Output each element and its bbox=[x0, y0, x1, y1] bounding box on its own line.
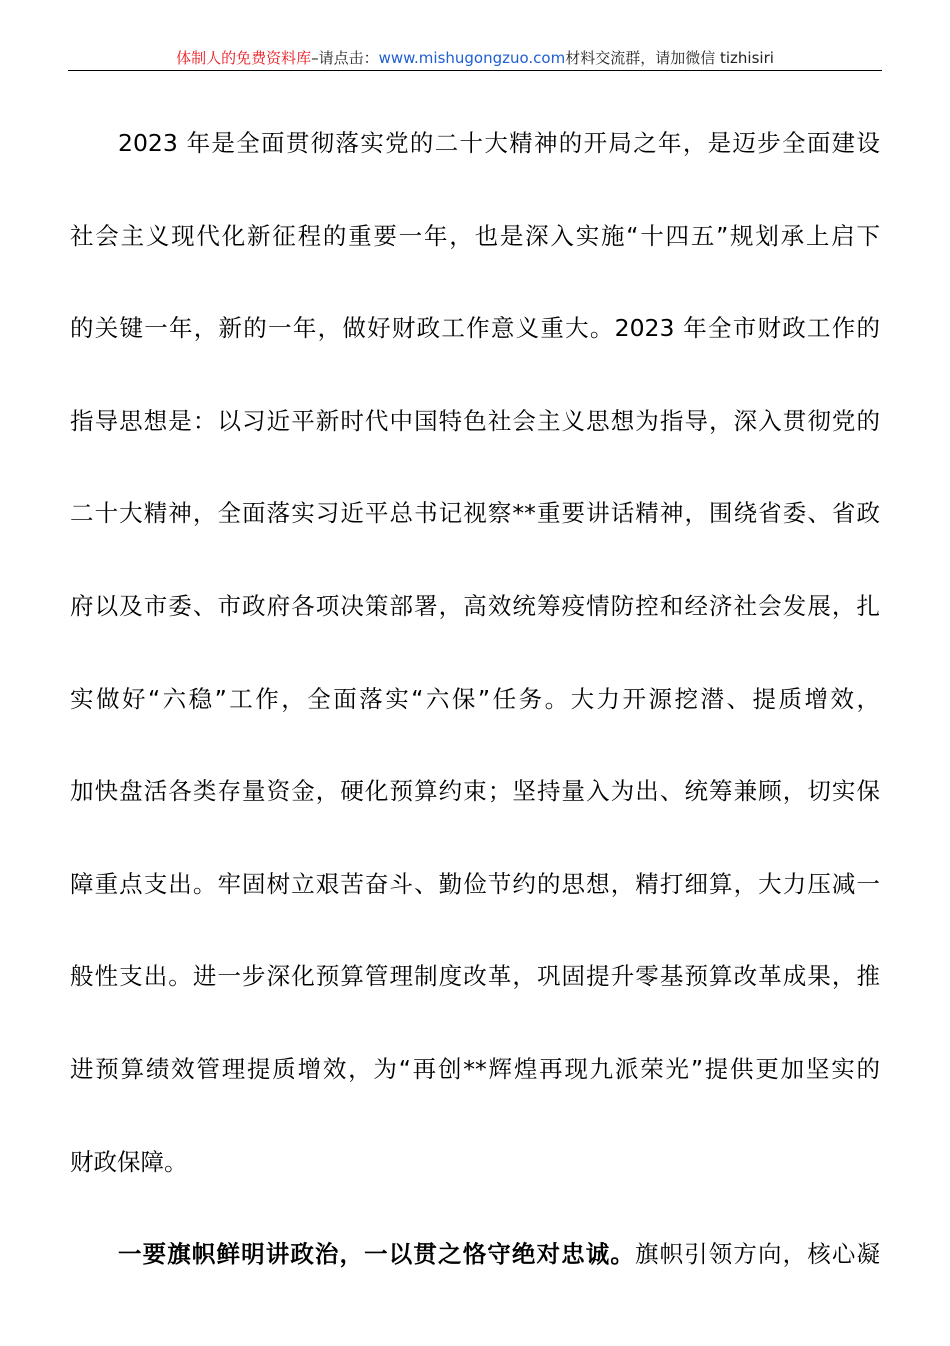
header-divider bbox=[68, 70, 882, 71]
paragraph-1-line: 实做好“六稳”工作，全面落实“六保”任务。大力开源挖潜、提质增效， bbox=[70, 684, 880, 713]
paragraph-1-line: 财政保障。 bbox=[70, 1147, 188, 1176]
paragraph-1-line: 二十大精神，全面落实习近平总书记视察**重要讲话精神，围绕省委、省政 bbox=[70, 499, 880, 528]
header-prompt: –请点击： bbox=[311, 49, 379, 67]
page-header bbox=[68, 46, 882, 70]
document-body bbox=[70, 97, 880, 1301]
paragraph-1-line: 的关键一年，新的一年，做好财政工作意义重大。2023 年全市财政工作的 bbox=[70, 314, 880, 343]
header-brand: 体制人的免费资料库 bbox=[176, 49, 312, 67]
paragraph-1-line: 社会主义现代化新征程的重要一年，也是深入实施“十四五”规划承上启下 bbox=[70, 221, 880, 250]
paragraph-2-heading: 一要旗帜鲜明讲政治，一以贯之恪守绝对忠诚。 bbox=[118, 1240, 635, 1269]
paragraph-1-line: 般性支出。进一步深化预算管理制度改革，巩固提升零基预算改革成果，推 bbox=[70, 962, 880, 991]
paragraph-1-line: 障重点支出。牢固树立艰苦奋斗、勤俭节约的思想，精打细算，大力压减一 bbox=[70, 869, 880, 898]
paragraph-2-text: 旗帜引领方向，核心凝 bbox=[634, 1240, 881, 1269]
paragraph-1-line: 指导思想是：以习近平新时代中国特色社会主义思想为指导，深入贯彻党的 bbox=[70, 406, 880, 435]
header-url-link[interactable]: www.mishugongzuo.com bbox=[378, 49, 566, 67]
paragraph-2-line bbox=[70, 1208, 880, 1301]
paragraph-1-line: 2023 年是全面贯彻落实党的二十大精神的开局之年，是迈步全面建设 bbox=[118, 129, 880, 157]
paragraph-1-line: 加快盘活各类存量资金，硬化预算约束；坚持量入为出、统筹兼顾，切实保 bbox=[70, 777, 880, 806]
paragraph-1-line: 府以及市委、市政府各项决策部署，高效统筹疫情防控和经济社会发展，扎 bbox=[70, 591, 880, 620]
paragraph-1-line: 进预算绩效管理提质增效，为“再创**辉煌再现九派荣光”提供更加坚实的 bbox=[70, 1054, 880, 1083]
header-note: 材料交流群，请加微信 tizhisiri bbox=[565, 49, 774, 67]
